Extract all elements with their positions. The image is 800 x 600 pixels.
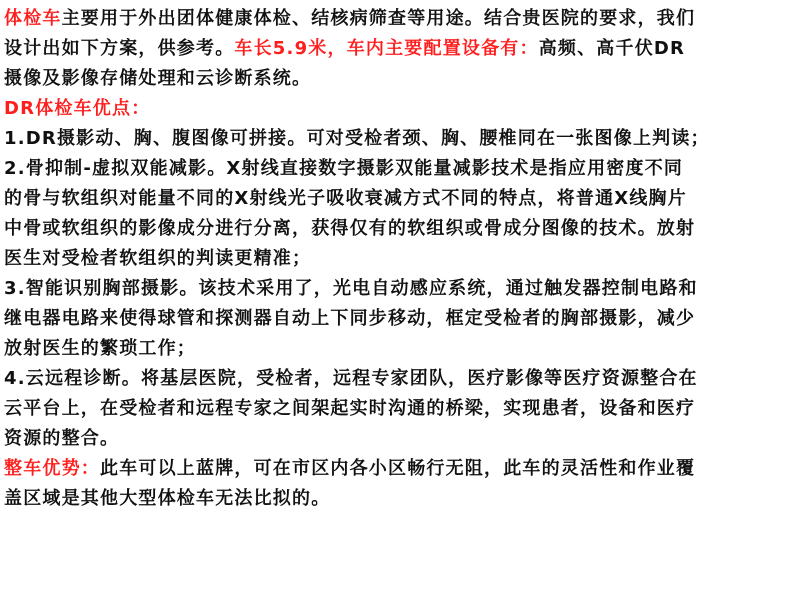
body-text: 主要用于外出团体健康体检、结核病筛查等用途。结合贵医院的要求，我们 xyxy=(61,8,696,29)
highlight-text: 整车优势： xyxy=(4,458,100,479)
highlight-text: DR体检车优点： xyxy=(4,98,151,119)
text-line xyxy=(4,64,798,94)
body-text: 4.云远程诊断。将基层医院，受检者，远程专家团队，医疗影像等医疗资源整合在 xyxy=(4,368,698,389)
body-text: 盖区域是其他大型体检车无法比拟的。 xyxy=(4,488,331,509)
text-line xyxy=(4,124,798,154)
body-text: 中骨或软组织的影像成分进行分离，获得仅有的软组织或骨成分图像的技术。放射 xyxy=(4,218,696,239)
body-text: 的骨与软组织对能量不同的X射线光子吸收衰减方式不同的特点，将普通X线胸片 xyxy=(4,188,687,209)
section-heading xyxy=(4,94,798,124)
body-text: 2.骨抑制-虚拟双能减影。X射线直接数字摄影双能量减影技术是指应用密度不同 xyxy=(4,158,684,179)
highlight-text: 车长5.9米，车内主要配置设备有： xyxy=(234,38,539,59)
text-line xyxy=(4,424,798,454)
text-line xyxy=(4,304,798,334)
text-line xyxy=(4,334,798,364)
text-line xyxy=(4,4,798,34)
highlight-text: 体检车 xyxy=(4,8,62,29)
body-text: 继电器电路来使得球管和探测器自动上下同步移动，框定受检者的胸部摄影，减少 xyxy=(4,308,696,329)
body-text: 1.DR摄影动、胸、腹图像可拼接。可对受检者颈、胸、腰椎同在一张图像上判读； xyxy=(4,128,710,149)
body-text: 资源的整合。 xyxy=(4,428,120,449)
body-text: 3.智能识别胸部摄影。该技术采用了，光电自动感应系统，通过触发器控制电路和 xyxy=(4,278,698,299)
body-text: 此车可以上蓝牌，可在市区内各小区畅行无阻，此车的灵活性和作业覆 xyxy=(100,458,696,479)
text-line xyxy=(4,454,798,484)
text-line xyxy=(4,244,798,274)
body-text: 摄像及影像存储处理和云诊断系统。 xyxy=(4,68,312,89)
text-line xyxy=(4,154,798,184)
text-line xyxy=(4,214,798,244)
body-text: 设计出如下方案，供参考。 xyxy=(4,38,235,59)
text-line xyxy=(4,184,798,214)
text-line xyxy=(4,484,798,514)
body-text: 高频、高千伏DR xyxy=(538,38,686,59)
body-text: 放射医生的繁琐工作； xyxy=(4,338,196,359)
body-text: 云平台上，在受检者和远程专家之间架起实时沟通的桥梁，实现患者，设备和医疗 xyxy=(4,398,696,419)
body-text: 医生对受检者软组织的判读更精准； xyxy=(4,248,312,269)
text-line xyxy=(4,364,798,394)
text-line xyxy=(4,394,798,424)
text-line xyxy=(4,34,798,64)
text-line xyxy=(4,274,798,304)
document-body xyxy=(4,4,798,514)
